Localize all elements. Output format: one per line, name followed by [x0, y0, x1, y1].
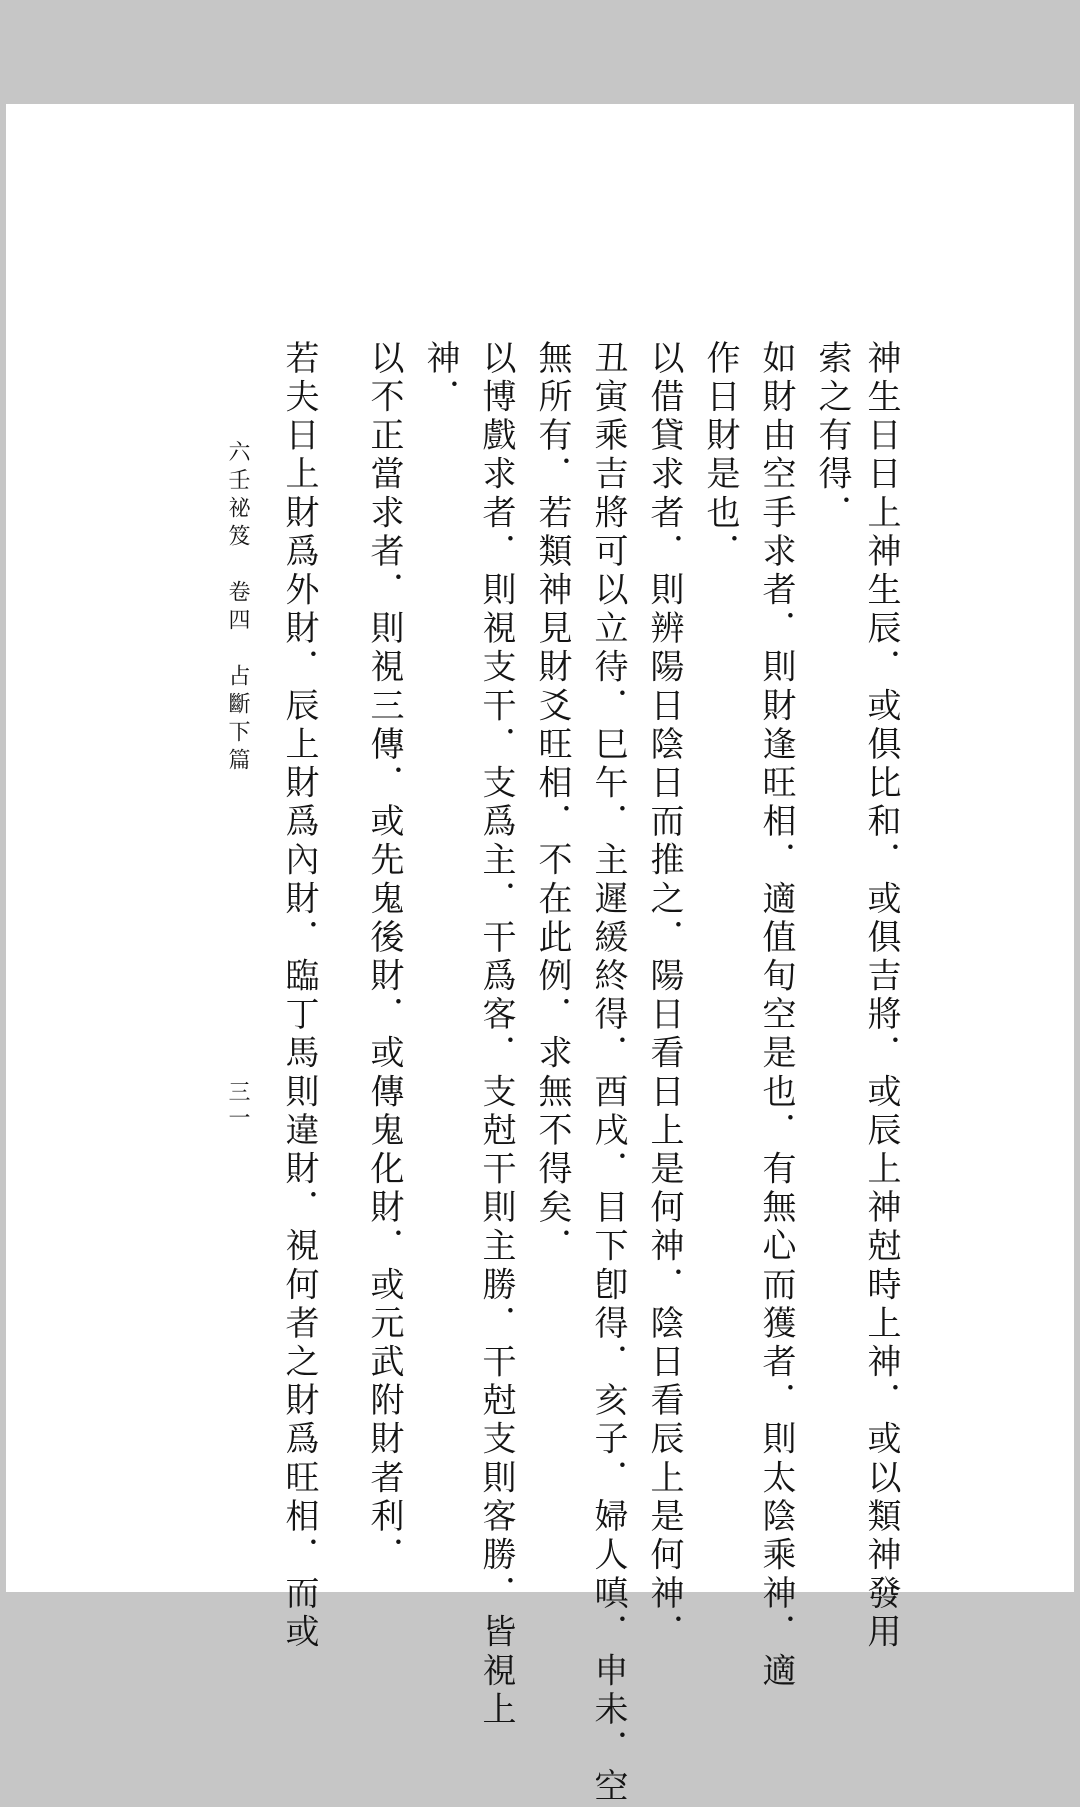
text-column-4: 作日財是也． [700, 340, 740, 572]
running-head: 六壬祕笈 卷四 占斷下篇 [225, 440, 250, 776]
text-column-6: 丑寅乘吉將可以立待．巳午．主遲緩終得．酉戌．目下卽得．亥子．婦人嗔．申未．空 [588, 340, 628, 1807]
text-column-7: 無所有．若類神見財爻旺相．不在此例．求無不得矣． [532, 340, 572, 1267]
text-column-2: 索之有得． [812, 340, 852, 533]
text-column-3: 如財由空手求者．則財逢旺相．適值旬空是也．有無心而獲者．則太陰乘神．適 [756, 340, 796, 1691]
book-page [6, 104, 1074, 1807]
text-column-10: 以不正當求者．則視三傳．或先鬼後財．或傳鬼化財．或元武附財者利． [364, 340, 404, 1576]
text-column-8: 以博戲求者．則視支干．支爲主．干爲客．支尅干則主勝．干尅支則客勝．皆視上 [476, 340, 516, 1730]
text-column-11: 若夫日上財爲外財．辰上財爲內財．臨丁馬則違財．視何者之財爲旺相．而或 [279, 340, 319, 1653]
text-column-1: 神生日日上神生辰．或俱比和．或俱吉將．或辰上神尅時上神．或以類神發用 [861, 340, 901, 1653]
text-column-5: 以借貸求者．則辨陽日陰日而推之．陽日看日上是何神．陰日看辰上是何神． [644, 340, 684, 1653]
page-number: 三一 [225, 1080, 250, 1132]
text-column-9: 神． [420, 340, 460, 418]
